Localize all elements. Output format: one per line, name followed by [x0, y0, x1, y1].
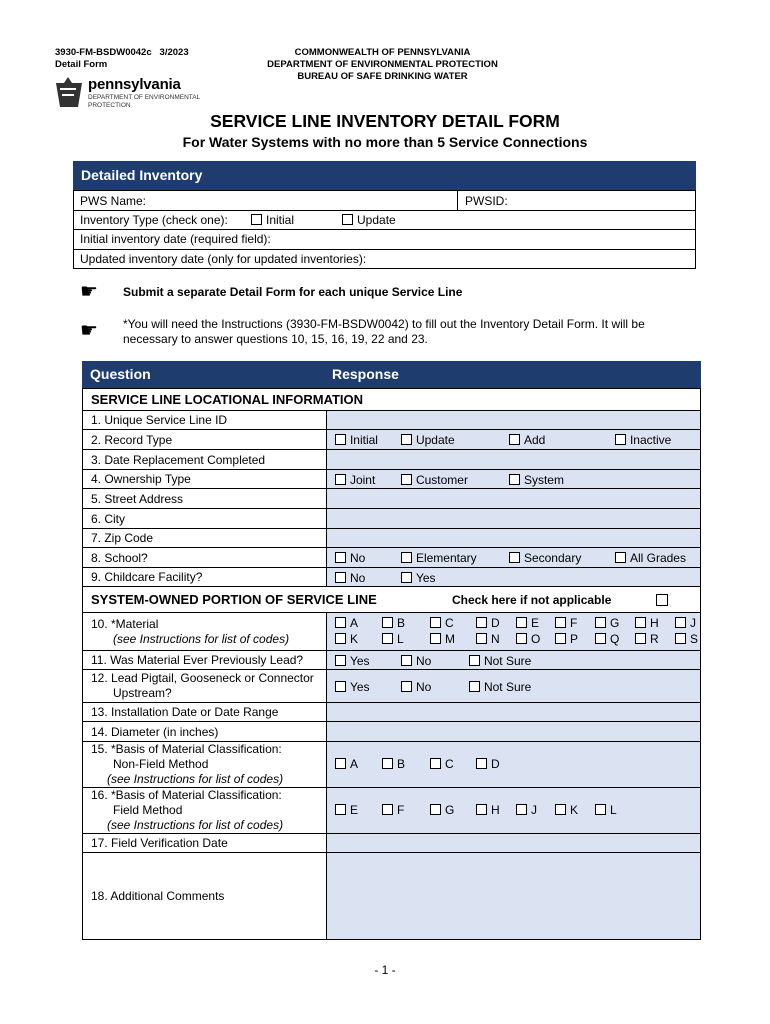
code-option-r[interactable]: R — [635, 632, 659, 646]
logo-subtitle: DEPARTMENT OF ENVIRONMENTAL PROTECTION — [88, 94, 201, 109]
option-secondary[interactable]: Secondary — [509, 551, 581, 565]
form-type: Detail Form — [55, 59, 108, 70]
code-option-s[interactable]: S — [675, 632, 698, 646]
form-code: 3930-FM-BSDW0042c — [55, 47, 152, 58]
q9-response — [326, 568, 700, 587]
q14-label: 14. Diameter (in inches) — [83, 722, 327, 742]
detailed-inventory-box — [73, 190, 696, 269]
page-number: - 1 - — [374, 963, 396, 977]
option-no[interactable]: No — [335, 551, 365, 565]
code-option-c[interactable]: C — [430, 757, 454, 771]
q13-response[interactable] — [326, 703, 700, 722]
note-separate-form: Submit a separate Detail Form for each unique Service Line — [123, 285, 463, 299]
code-option-l[interactable]: L — [382, 632, 404, 646]
code-option-f[interactable]: F — [555, 616, 577, 630]
detailed-inventory-heading: Detailed Inventory — [73, 161, 696, 190]
option-initial[interactable]: Initial — [335, 433, 378, 447]
option-no[interactable]: No — [335, 571, 365, 585]
checkbox[interactable] — [342, 214, 353, 225]
q11-response — [326, 651, 700, 670]
q15-response — [326, 742, 700, 788]
q6-label: 6. City — [83, 509, 327, 529]
option-joint[interactable]: Joint — [335, 473, 375, 487]
initial-date-label[interactable]: Initial inventory date (required field): — [80, 232, 271, 246]
q17-label: 17. Field Verification Date — [83, 834, 327, 853]
q16-response — [326, 788, 700, 834]
not-applicable-label: Check here if not applicable — [452, 593, 612, 607]
pa-dep-logo — [54, 77, 214, 111]
code-option-g[interactable]: G — [430, 803, 454, 817]
code-option-n[interactable]: N — [476, 632, 500, 646]
option-system[interactable]: System — [509, 473, 564, 487]
q12-label: 12. Lead Pigtail, Gooseneck or Connector Upstream? — [83, 670, 327, 703]
section-locational: SERVICE LINE LOCATIONAL INFORMATION — [83, 389, 701, 411]
code-option-h[interactable]: H — [476, 803, 500, 817]
inventory-type-initial[interactable]: Initial — [251, 213, 294, 227]
option-yes[interactable]: Yes — [335, 680, 370, 694]
code-option-a[interactable]: A — [335, 616, 358, 630]
q13-label: 13. Installation Date or Date Range — [83, 703, 327, 722]
code-option-e[interactable]: E — [335, 803, 358, 817]
option-no[interactable]: No — [401, 680, 431, 694]
pointing-hand-icon: ☛ — [80, 320, 98, 342]
inventory-type-update[interactable]: Update — [342, 213, 396, 227]
q16-label: 16. *Basis of Material Classification: Field Method (see Instructions for list of codes) — [83, 788, 327, 834]
q4-response — [326, 470, 700, 489]
form-date: 3/2023 — [159, 47, 189, 58]
code-option-f[interactable]: F — [382, 803, 404, 817]
option-update[interactable]: Update — [401, 433, 455, 447]
q10-label: 10. *Material (see Instructions for list of codes) — [83, 613, 327, 651]
q1-response[interactable] — [326, 411, 700, 430]
response-col-header: Response — [332, 366, 399, 382]
note-instructions: *You will need the Instructions (3930-FM-BSDW0042) to fill out the Inventory Detail Form. It will be necessary to answer questions 10, 15, 16, 19, 22 and 23. — [123, 317, 645, 346]
page-subtitle: For Water Systems with no more than 5 Service Connections — [182, 134, 588, 150]
q15-label: 15. *Basis of Material Classification: Non-Field Method (see Instructions for list of codes) — [83, 742, 327, 788]
q2-label: 2. Record Type — [83, 430, 327, 450]
code-option-d[interactable]: D — [476, 757, 500, 771]
agency-line-2: DEPARTMENT OF ENVIRONMENTAL PROTECTION — [267, 59, 498, 70]
pwsid-label: PWSID: — [465, 194, 508, 208]
question-table — [82, 388, 701, 940]
q10-response — [326, 613, 700, 651]
form-code-block — [55, 47, 189, 71]
pointing-hand-icon: ☛ — [80, 281, 98, 303]
code-option-c[interactable]: C — [430, 616, 454, 630]
option-no[interactable]: No — [401, 654, 431, 668]
logo-name: pennsylvania — [88, 76, 181, 93]
option-not-sure[interactable]: Not Sure — [469, 680, 531, 694]
q5-label: 5. Street Address — [83, 489, 327, 509]
section-system-owned-title: SYSTEM-OWNED PORTION OF SERVICE LINE — [91, 592, 377, 607]
option-inactive[interactable]: Inactive — [615, 433, 671, 447]
agency-line-3: BUREAU OF SAFE DRINKING WATER — [297, 71, 468, 82]
q12-response — [326, 670, 700, 703]
q6-response[interactable] — [326, 509, 700, 529]
q9-label: 9. Childcare Facility? — [83, 568, 327, 587]
q8-label: 8. School? — [83, 548, 327, 568]
code-option-j[interactable]: J — [516, 803, 537, 817]
q2-response — [326, 430, 700, 450]
q4-label: 4. Ownership Type — [83, 470, 327, 489]
q11-label: 11. Was Material Ever Previously Lead? — [83, 651, 327, 670]
page-title: SERVICE LINE INVENTORY DETAIL FORM — [210, 111, 560, 131]
option-elementary[interactable]: Elementary — [401, 551, 477, 565]
q1-label: 1. Unique Service Line ID — [83, 411, 327, 430]
q18-response[interactable] — [326, 853, 700, 940]
q8-response — [326, 548, 700, 568]
code-option-m[interactable]: M — [430, 632, 455, 646]
code-option-a[interactable]: A — [335, 757, 358, 771]
inventory-type-label: Inventory Type (check one): — [80, 213, 228, 227]
code-option-j[interactable]: J — [675, 616, 696, 630]
q5-response[interactable] — [326, 489, 700, 509]
question-col-header: Question — [90, 366, 151, 382]
code-option-d[interactable]: D — [476, 616, 500, 630]
checkbox[interactable] — [251, 214, 262, 225]
agency-line-1: COMMONWEALTH OF PENNSYLVANIA — [294, 47, 471, 58]
q17-response[interactable] — [326, 834, 700, 853]
code-option-k[interactable]: K — [335, 632, 358, 646]
not-applicable-checkbox[interactable] — [656, 594, 668, 606]
code-option-b[interactable]: B — [382, 757, 405, 771]
code-option-o[interactable]: O — [516, 632, 540, 646]
keystone-logo-icon — [54, 77, 84, 109]
section-system-owned — [83, 587, 701, 613]
option-customer[interactable]: Customer — [401, 473, 468, 487]
q18-label: 18. Additional Comments — [83, 853, 327, 940]
code-option-b[interactable]: B — [382, 616, 405, 630]
code-option-k[interactable]: K — [555, 803, 578, 817]
updated-date-label[interactable]: Updated inventory date (only for updated inventories): — [80, 252, 367, 266]
q7-response[interactable] — [326, 529, 700, 548]
option-add[interactable]: Add — [509, 433, 545, 447]
code-option-p[interactable]: P — [555, 632, 578, 646]
agency-block — [230, 47, 535, 83]
q3-label: 3. Date Replacement Completed — [83, 450, 327, 470]
code-option-l[interactable]: L — [595, 803, 617, 817]
option-not-sure[interactable]: Not Sure — [469, 654, 531, 668]
q3-response[interactable] — [326, 450, 700, 470]
code-option-h[interactable]: H — [635, 616, 659, 630]
option-yes[interactable]: Yes — [401, 571, 436, 585]
code-option-e[interactable]: E — [516, 616, 539, 630]
option-all-grades[interactable]: All Grades — [615, 551, 686, 565]
q7-label: 7. Zip Code — [83, 529, 327, 548]
code-option-q[interactable]: Q — [595, 632, 619, 646]
option-yes[interactable]: Yes — [335, 654, 370, 668]
code-option-g[interactable]: G — [595, 616, 619, 630]
pws-name-label: PWS Name: — [80, 194, 147, 208]
question-table-header — [82, 361, 701, 388]
q14-response[interactable] — [326, 722, 700, 742]
